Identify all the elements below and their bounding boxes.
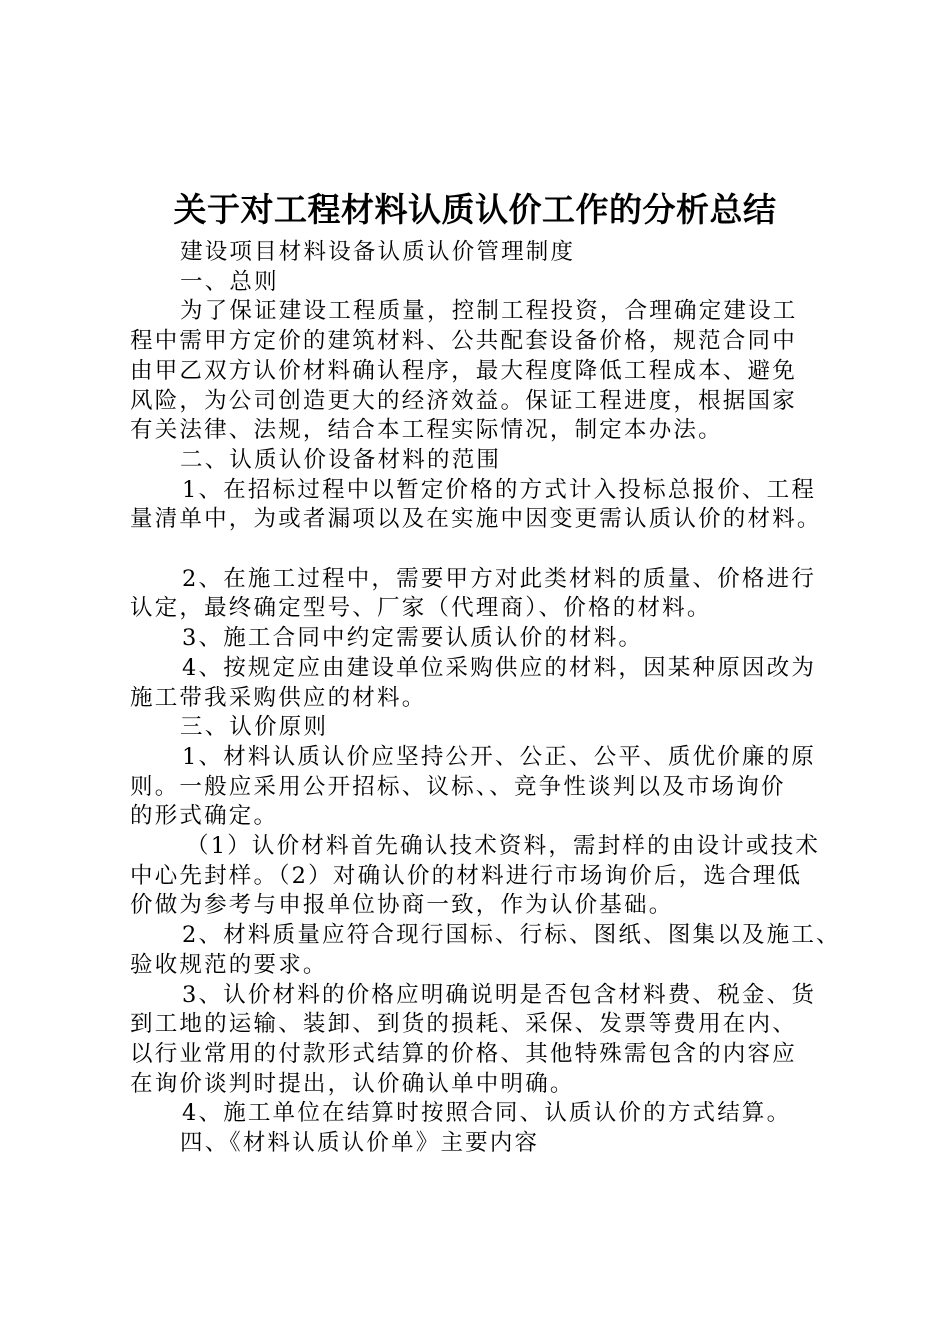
subtitle-line: 建设项目材料设备认质认价管理制度: [180, 239, 576, 265]
document-title: 关于对工程材料认质认价工作的分析总结: [173, 190, 777, 229]
paragraph-line: 2、在施工过程中，需要甲方对此类材料的质量、价格进行: [182, 565, 817, 592]
paragraph-line: 4、施工单位在结算时按照合同、认质认价的方式结算。: [182, 1100, 792, 1127]
paragraph-line: 在询价谈判时提出，认价确认单中明确。: [130, 1070, 575, 1097]
paragraph-line: 则。一般应采用公开招标、议标、、竞争性谈判以及市场询价: [130, 773, 786, 800]
paragraph-line: （1）认价材料首先确认技术资料，需封样的由设计或技术: [186, 833, 821, 860]
paragraph-line: 到工地的运输、装卸、到货的损耗、采保、发票等费用在内、: [130, 1011, 797, 1038]
paragraph-line: 价做为参考与申报单位协商一致，作为认价基础。: [130, 892, 674, 919]
paragraph-line: 认定，最终确定型号、厂家（代理商）、价格的材料。: [130, 595, 712, 622]
section-heading: 三、认价原则: [180, 714, 329, 741]
paragraph-line: 由甲乙双方认价材料确认程序，最大程度降低工程成本、避免: [130, 357, 797, 384]
paragraph-line: 施工带我采购供应的材料。: [130, 684, 427, 711]
paragraph-line: 量清单中，为或者漏项以及在实施中因变更需认质认价的材料。: [130, 506, 822, 533]
section-heading: 一、总则: [180, 268, 279, 295]
paragraph-line: 中心先封样。（2）对确认价的材料进行市场询价后，选合理低: [130, 862, 803, 889]
paragraph-line: 验收规范的要求。: [130, 951, 328, 978]
paragraph-line: 以行业常用的付款形式结算的价格、其他特殊需包含的内容应: [130, 1040, 797, 1067]
paragraph-line: 4、按规定应由建设单位采购供应的材料，因某种原因改为: [182, 654, 817, 681]
document-body: [130, 238, 841, 1159]
paragraph-line: 2、材料质量应符合现行国标、行标、图纸、图集以及施工、: [182, 922, 841, 949]
section-heading: 二、认质认价设备材料的范围: [180, 446, 502, 473]
section-heading: 四、《材料认质认价单》主要内容: [180, 1130, 540, 1157]
paragraph-line: 为了保证建设工程质量，控制工程投资，合理确定建设工: [180, 298, 798, 325]
paragraph-line: 1、在招标过程中以暂定价格的方式计入投标总报价、工程: [182, 476, 817, 503]
blank-line: [130, 535, 830, 565]
paragraph-line: 3、施工合同中约定需要认质认价的材料。: [182, 625, 644, 652]
paragraph-line: 有关法律、法规，结合本工程实际情况，制定本办法。: [130, 417, 723, 444]
paragraph-line: 程中需甲方定价的建筑材料、公共配套设备价格，规范合同中: [130, 328, 797, 355]
paragraph-line: 1、材料认质认价应坚持公开、公正、公平、质优价廉的原: [182, 743, 817, 770]
paragraph-line: 的形式确定。: [130, 803, 279, 830]
paragraph-line: 3、认价材料的价格应明确说明是否包含材料费、税金、货: [182, 981, 817, 1008]
paragraph-line: 风险，为公司创造更大的经济效益。保证工程进度，根据国家: [130, 387, 797, 414]
